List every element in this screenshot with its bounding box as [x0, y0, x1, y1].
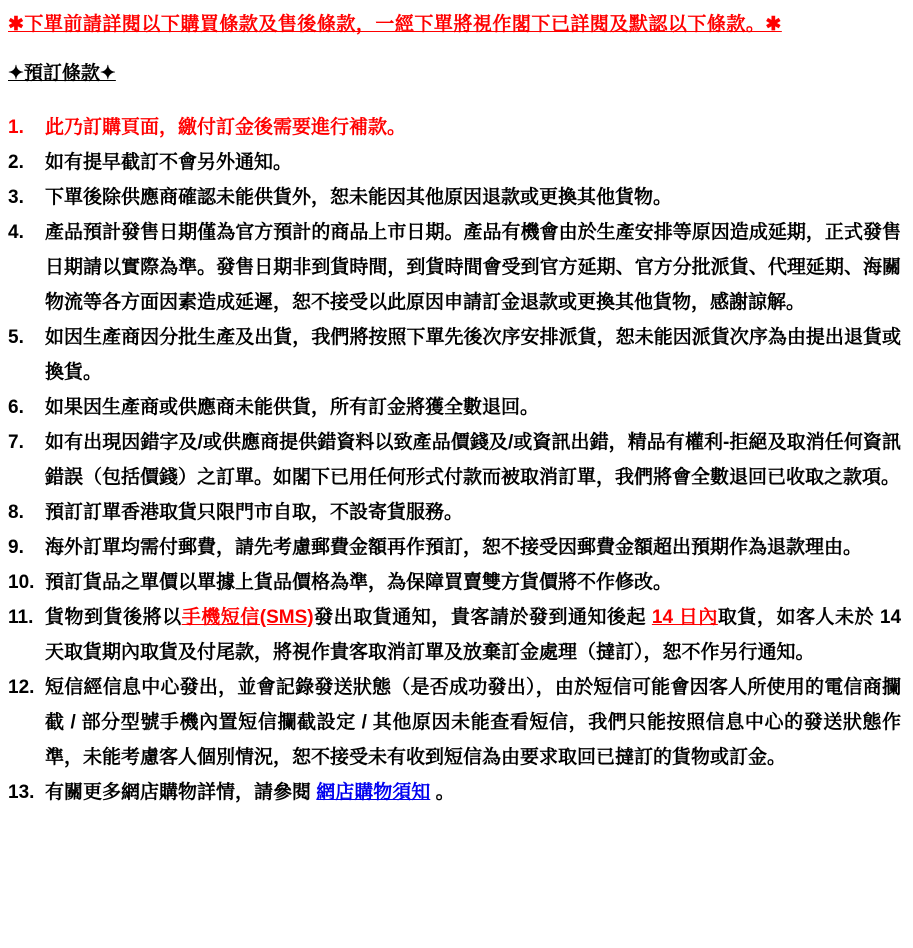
term-text [45, 670, 901, 775]
term-text [45, 390, 901, 425]
term-text [45, 320, 901, 390]
term-text-segment: 產品預計發售日期僅為官方預計的商品上市日期。產品有機會由於生產安排等原因造成延期，正式發售日期請以實際為準。發售日期非到貨時間，到貨時間會受到官方延期、官方分批派貨、代理延期、海關物流等各方面因素造成延遲，恕不接受以此原因申請訂金退款或更換其他貨物，感謝諒解。 [45, 222, 901, 313]
term-item [8, 215, 901, 320]
term-text-segment: 貨物到貨後將以 [45, 607, 182, 628]
term-text-segment: 取貨，如客人未於 14 天取貨期內取貨及付尾款，將視作貴客取消訂單及放棄訂金處理（撻訂），恕不作另行通知。 [45, 607, 902, 663]
term-number: 13. [8, 782, 35, 803]
term-text-segment: 。 [430, 782, 455, 803]
term-number: 6. [8, 397, 24, 418]
term-text-highlight: 14 日內 [651, 607, 718, 628]
section-header: ✦預訂條款✦ [8, 63, 116, 84]
term-text-segment: 預訂訂單香港取貨只限門市自取，不設寄貨服務。 [45, 502, 464, 523]
term-item [8, 495, 901, 530]
term-number: 10. [8, 572, 35, 593]
term-number: 7. [8, 432, 24, 453]
term-text [45, 600, 901, 670]
term-number: 8. [8, 502, 24, 523]
term-text [45, 425, 901, 495]
term-text-segment: 短信經信息中心發出，並會記錄發送狀態（是否成功發出），由於短信可能會因客人所使用的電信商攔截 / 部分型號手機內置短信攔截設定 / 其他原因未能查看短信，我們只能按照信息中心的發送狀態作準，未能考慮客人個別情況，恕不接受未有收到短信為由要求取回已撻訂的貨物或訂金。 [45, 677, 901, 768]
term-item [8, 320, 901, 390]
term-number: 5. [8, 327, 24, 348]
term-text-highlight: 此乃訂購頁面，繳付訂金後需要進行補款。 [45, 117, 407, 138]
term-text-segment: 海外訂單均需付郵費，請先考慮郵費金額再作預訂，恕不接受因郵費金額超出預期作為退款理由。 [45, 537, 863, 558]
term-item [8, 565, 901, 600]
term-text [45, 215, 901, 320]
term-number: 11. [8, 607, 34, 628]
term-number: 12. [8, 677, 35, 698]
term-text-segment: 如果因生產商或供應商未能供貨，所有訂金將獲全數退回。 [45, 397, 540, 418]
term-text [45, 495, 901, 530]
document [8, 12, 901, 810]
term-text-segment: 發出取貨通知，貴客請於發到通知後起 [313, 607, 652, 628]
term-item [8, 530, 901, 565]
term-text [45, 775, 901, 810]
term-text [45, 565, 901, 600]
term-item [8, 110, 901, 145]
term-text-segment: 如有出現因錯字及/或供應商提供錯資料以致產品價錢及/或資訊出錯，精品有權利-拒絕及取消任何資訊錯誤（包括價錢）之訂單。如閣下已用任何形式付款而被取消訂單，我們將會全數退回已收取之款項。 [45, 432, 901, 488]
term-text-segment: 如因生產商因分批生產及出貨，我們將按照下單先後次序安排派貨，恕未能因派貨次序為由提出退貨或換貨。 [45, 327, 901, 383]
term-number: 2. [8, 152, 24, 173]
term-text-segment: 下單後除供應商確認未能供貨外，恕未能因其他原因退款或更換其他貨物。 [45, 187, 673, 208]
term-number: 1. [8, 117, 24, 138]
page-title: ✱下單前請詳閱以下購買條款及售後條款，一經下單將視作閣下已詳閱及默認以下條款。✱ [8, 14, 782, 35]
term-text-segment: 預訂貨品之單價以單據上貨品價格為準，為保障買賣雙方貨價將不作修改。 [45, 572, 673, 593]
term-number: 3. [8, 187, 24, 208]
term-text-segment: 如有提早截訂不會另外通知。 [45, 152, 293, 173]
terms-list [8, 110, 901, 810]
term-text [45, 180, 901, 215]
term-item [8, 775, 901, 810]
term-item [8, 425, 901, 495]
shop-guide-link[interactable]: 網店購物須知 [316, 782, 431, 803]
term-item [8, 600, 901, 670]
term-number: 9. [8, 537, 24, 558]
term-text-highlight: 手機短信(SMS) [181, 607, 314, 628]
term-text [45, 110, 901, 145]
term-item [8, 180, 901, 215]
term-item [8, 670, 901, 775]
term-text-segment: 有關更多網店購物詳情，請參閱 [45, 782, 317, 803]
term-text [45, 530, 901, 565]
term-number: 4. [8, 222, 24, 243]
term-text [45, 145, 901, 180]
term-item [8, 390, 901, 425]
term-item [8, 145, 901, 180]
